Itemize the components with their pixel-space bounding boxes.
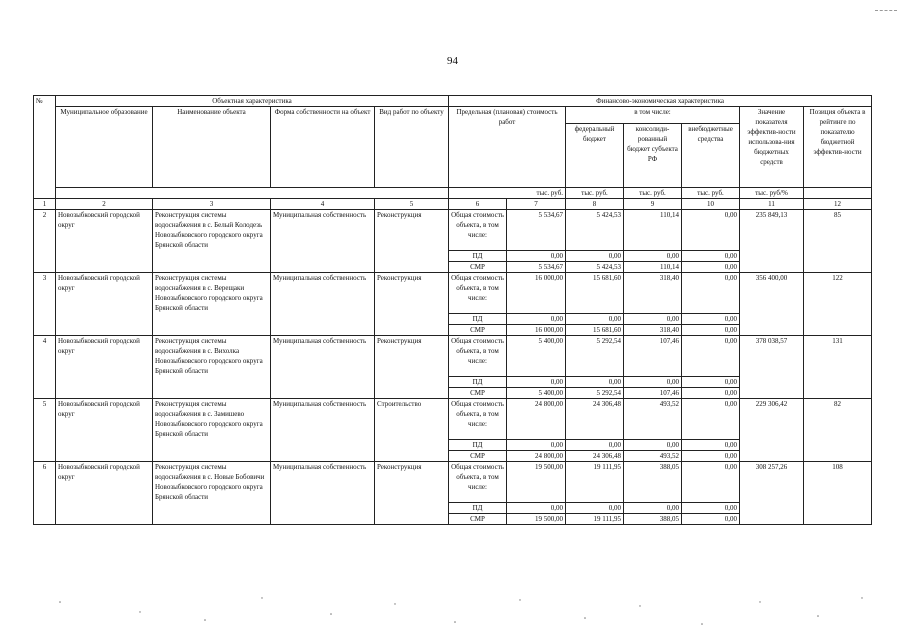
unit-spacer [56,188,449,199]
row-total-cost: 5 400,00 [507,336,566,377]
table-row [34,336,872,377]
smr-federal: 24 306,48 [566,451,624,462]
pd-total: 0,00 [507,377,566,388]
row-consolidated: 110,14 [624,210,682,251]
header-ownership: Форма собственности на объект [271,107,375,188]
pd-total: 0,00 [507,251,566,262]
smr-total: 24 800,00 [507,451,566,462]
table-row [34,210,872,251]
smr-total: 5 400,00 [507,388,566,399]
unit-offbudget: тыс. руб. [682,188,740,199]
header-consolidated: консолиди-рованный бюджет субъекта РФ [624,124,682,188]
header-indicator: Значение показателя эффектив-ности использова-ния бюджетных средств [740,107,804,188]
row-federal: 5 292,54 [566,336,624,377]
row-total-cost: 5 534,67 [507,210,566,251]
header-object-group: Объектная характеристика [56,96,449,107]
smr-federal: 5 424,53 [566,262,624,273]
row-municipality: Новозыбковский городской округ [56,462,153,525]
row-indicator: 378 038,57 [740,336,804,399]
smr-offbudget: 0,00 [682,514,740,525]
row-number: 4 [34,336,56,399]
col-number: 9 [624,199,682,210]
unit-position [804,188,872,199]
row-offbudget: 0,00 [682,273,740,314]
row-object-name: Реконструкция системы водоснабжения в с. Замишево Новозыбковского городского округа Брянской области [153,399,271,462]
header-including: в том числе: [566,107,740,124]
pd-label: ПД [449,503,507,514]
pd-offbudget: 0,00 [682,377,740,388]
col-number: 12 [804,199,872,210]
smr-label: СМР [449,325,507,336]
row-position: 82 [804,399,872,462]
row-indicator: 308 257,26 [740,462,804,525]
pd-federal: 0,00 [566,503,624,514]
pd-total: 0,00 [507,503,566,514]
col-number: 1 [34,199,56,210]
smr-consolidated: 107,46 [624,388,682,399]
row-ownership: Муниципальная собственность [271,462,375,525]
row-total-label: Общая стоимость объекта, в том числе: [449,462,507,503]
smr-federal: 5 292,54 [566,388,624,399]
pd-total: 0,00 [507,314,566,325]
pd-consolidated: 0,00 [624,440,682,451]
row-object-name: Реконструкция системы водоснабжения в с. Верещаки Новозыбковского городского округа Брянской области [153,273,271,336]
smr-label: СМР [449,514,507,525]
row-offbudget: 0,00 [682,336,740,377]
smr-federal: 19 111,95 [566,514,624,525]
row-work-type: Реконструкция [375,462,449,525]
smr-consolidated: 318,40 [624,325,682,336]
pd-consolidated: 0,00 [624,251,682,262]
col-number: 8 [566,199,624,210]
table-row [34,399,872,440]
header-municipality: Муниципальное образование [56,107,153,188]
scan-artifact [875,10,897,11]
row-number: 5 [34,399,56,462]
unit-consolidated: тыс. руб. [624,188,682,199]
row-federal: 24 306,48 [566,399,624,440]
pd-label: ПД [449,377,507,388]
row-federal: 15 681,60 [566,273,624,314]
row-offbudget: 0,00 [682,462,740,503]
smr-total: 16 000,00 [507,325,566,336]
row-position: 122 [804,273,872,336]
row-offbudget: 0,00 [682,210,740,251]
row-work-type: Строительство [375,399,449,462]
data-table-wrapper [33,95,871,525]
row-municipality: Новозыбковский городской округ [56,273,153,336]
pd-federal: 0,00 [566,251,624,262]
unit-cost: тыс. руб. [449,188,566,199]
row-position: 85 [804,210,872,273]
row-object-name: Реконструкция системы водоснабжения в с. Вихолка Новозыбковского городского округа Брянской области [153,336,271,399]
unit-federal: тыс. руб. [566,188,624,199]
col-number: 5 [375,199,449,210]
row-number: 3 [34,273,56,336]
smr-offbudget: 0,00 [682,388,740,399]
smr-total: 19 500,00 [507,514,566,525]
col-number: 3 [153,199,271,210]
smr-offbudget: 0,00 [682,451,740,462]
row-number: 6 [34,462,56,525]
row-municipality: Новозыбковский городской округ [56,210,153,273]
row-indicator: 235 849,13 [740,210,804,273]
pd-label: ПД [449,440,507,451]
row-consolidated: 318,40 [624,273,682,314]
row-municipality: Новозыбковский городской округ [56,336,153,399]
pd-offbudget: 0,00 [682,314,740,325]
row-ownership: Муниципальная собственность [271,336,375,399]
row-number: 2 [34,210,56,273]
table-row [34,273,872,314]
row-object-name: Реконструкция системы водоснабжения в с. Белый Колодезь Новозыбковского городского округа Брянской области [153,210,271,273]
table-row [34,462,872,503]
row-indicator: 229 306,42 [740,399,804,462]
header-cost: Предельная (плановая) стоимость работ [449,107,566,188]
col-number: 7 [507,199,566,210]
row-position: 131 [804,336,872,399]
row-total-cost: 19 500,00 [507,462,566,503]
pd-consolidated: 0,00 [624,314,682,325]
row-total-label: Общая стоимость объекта, в том числе: [449,399,507,440]
row-work-type: Реконструкция [375,210,449,273]
unit-indicator: тыс. руб/% [740,188,804,199]
row-work-type: Реконструкция [375,273,449,336]
row-ownership: Муниципальная собственность [271,399,375,462]
smr-consolidated: 110,14 [624,262,682,273]
row-municipality: Новозыбковский городской округ [56,399,153,462]
header-offbudget: внебюджетные средства [682,124,740,188]
row-total-label: Общая стоимость объекта, в том числе: [449,273,507,314]
pd-label: ПД [449,251,507,262]
smr-label: СМР [449,262,507,273]
smr-label: СМР [449,388,507,399]
row-object-name: Реконструкция системы водоснабжения в с. Новые Бобовичи Новозыбковского городского округа Брянской области [153,462,271,525]
row-ownership: Муниципальная собственность [271,210,375,273]
row-offbudget: 0,00 [682,399,740,440]
row-federal: 19 111,95 [566,462,624,503]
row-consolidated: 493,52 [624,399,682,440]
row-total-cost: 24 800,00 [507,399,566,440]
header-position: Позиция объекта в рейтинге по показателю бюджетной эффектив-ности [804,107,872,188]
col-number: 10 [682,199,740,210]
pd-federal: 0,00 [566,377,624,388]
pd-offbudget: 0,00 [682,251,740,262]
smr-total: 5 534,67 [507,262,566,273]
page-number: 94 [447,55,458,67]
row-total-label: Общая стоимость объекта, в том числе: [449,336,507,377]
smr-federal: 15 681,60 [566,325,624,336]
row-total-label: Общая стоимость объекта, в том числе: [449,210,507,251]
row-work-type: Реконструкция [375,336,449,399]
pd-total: 0,00 [507,440,566,451]
pd-offbudget: 0,00 [682,440,740,451]
row-ownership: Муниципальная собственность [271,273,375,336]
header-finance-group: Финансово-экономическая характеристика [449,96,872,107]
col-number: 2 [56,199,153,210]
col-number: 4 [271,199,375,210]
row-total-cost: 16 000,00 [507,273,566,314]
scan-specks [0,590,905,630]
pd-consolidated: 0,00 [624,377,682,388]
pd-offbudget: 0,00 [682,503,740,514]
col-number: 11 [740,199,804,210]
row-consolidated: 388,05 [624,462,682,503]
row-federal: 5 424,53 [566,210,624,251]
header-federal: федеральный бюджет [566,124,624,188]
smr-consolidated: 493,52 [624,451,682,462]
smr-label: СМР [449,451,507,462]
smr-consolidated: 388,05 [624,514,682,525]
row-indicator: 356 400,00 [740,273,804,336]
header-work-type: Вид работ по объекту [375,107,449,188]
smr-offbudget: 0,00 [682,262,740,273]
pd-federal: 0,00 [566,314,624,325]
header-object-name: Наименование объекта [153,107,271,188]
row-consolidated: 107,46 [624,336,682,377]
header-num: № [34,96,56,199]
data-table [33,95,872,525]
col-number: 6 [449,199,507,210]
row-position: 108 [804,462,872,525]
pd-label: ПД [449,314,507,325]
smr-offbudget: 0,00 [682,325,740,336]
pd-federal: 0,00 [566,440,624,451]
pd-consolidated: 0,00 [624,503,682,514]
